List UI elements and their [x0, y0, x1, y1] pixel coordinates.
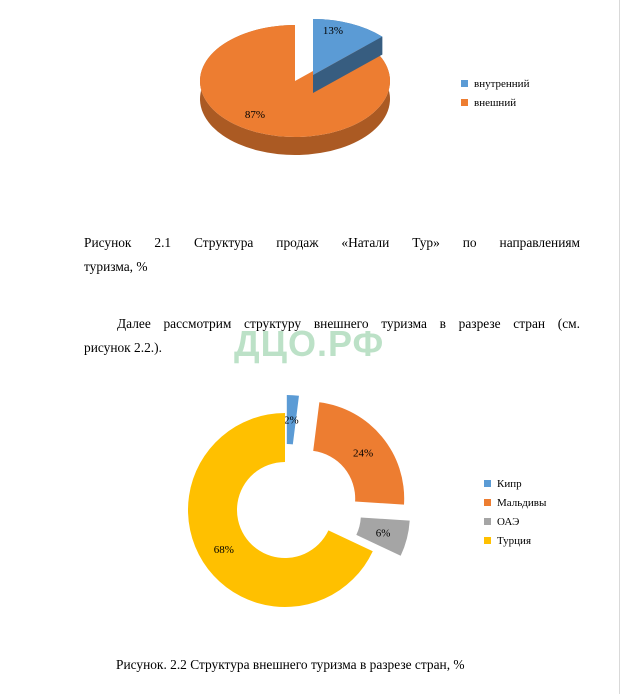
- legend-swatch-turkey: [484, 537, 491, 544]
- pie-data-label-1: 87%: [244, 109, 266, 121]
- legend-label-maldives: Мальдивы: [497, 496, 547, 509]
- legend-label-outbound: внешний: [474, 96, 517, 109]
- pie-data-label-0: 13%: [322, 25, 344, 37]
- outbound-tourism-doughnut-chart: [175, 380, 445, 630]
- chart2-legend: [484, 474, 546, 550]
- legend-item-maldives: [484, 493, 546, 512]
- legend-swatch-uae: [484, 518, 491, 525]
- legend-item-domestic: [461, 74, 529, 93]
- figure1-caption-line1: Рисунок 2.1 Структура продаж «Натали Тур» по направлениям: [84, 235, 580, 250]
- legend-item-turkey: [484, 531, 546, 550]
- legend-swatch-outbound: [461, 99, 468, 106]
- body-paragraph-line2: рисунок 2.2.).: [84, 340, 162, 355]
- legend-swatch-cyprus: [484, 480, 491, 487]
- body-paragraph-line1: Далее рассмотрим структуру внешнего туризма в разрезе стран (см.: [117, 316, 580, 331]
- legend-item-uae: [484, 512, 546, 531]
- legend-item-cyprus: [484, 474, 546, 493]
- legend-item-outbound: [461, 93, 529, 112]
- legend-swatch-domestic: [461, 80, 468, 87]
- chart1-legend: [461, 74, 529, 112]
- doughnut-data-label-0: 2%: [284, 414, 299, 427]
- doughnut-data-label-2: 6%: [375, 527, 391, 540]
- figure1-caption-line2: туризма, %: [84, 259, 148, 274]
- sales-direction-pie-chart: [180, 6, 440, 166]
- legend-label-turkey: Турция: [497, 534, 532, 547]
- doughnut-data-label-1: 24%: [352, 447, 374, 460]
- legend-label-cyprus: Кипр: [497, 477, 522, 490]
- figure2-caption: Рисунок. 2.2 Структура внешнего туризма в разрезе стран, %: [116, 657, 465, 672]
- legend-label-domestic: внутренний: [474, 77, 530, 90]
- doughnut-data-label-3: 68%: [213, 543, 234, 556]
- watermark-logo: ДЦО.РФ: [234, 323, 385, 364]
- page-edge: [619, 0, 620, 694]
- legend-label-uae: ОАЭ: [497, 515, 520, 528]
- legend-swatch-maldives: [484, 499, 491, 506]
